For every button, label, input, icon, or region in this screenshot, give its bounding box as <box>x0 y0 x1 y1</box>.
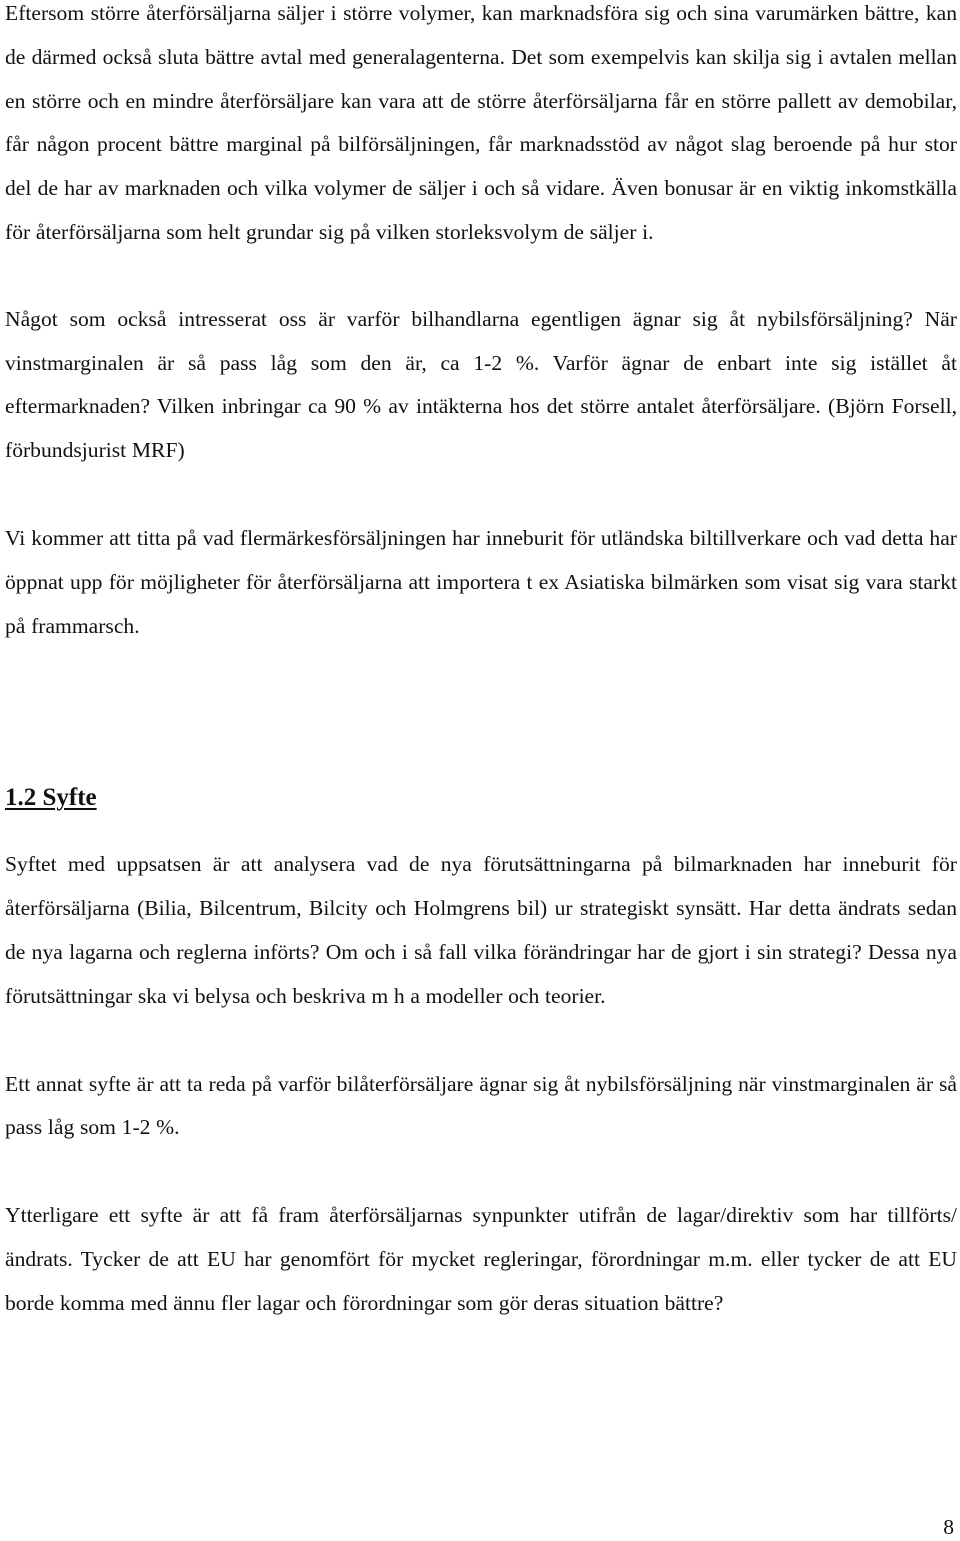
paragraph-multibrand-sales: Vi kommer att titta på vad flermärkesförsäljningen har inneburit för utländska biltillverkare och vad detta har öppnat upp för möjligheter för återförsäljarna att importera t ex Asiatiska bilmärken som visat sig vara starkt på frammarsch. <box>5 525 957 638</box>
paragraph-dealer-volumes: Eftersom större återförsäljarna säljer i större volymer, kan marknadsföra sig och sina varumärken bättre, kan de därmed också sluta bättre avtal med generalagenterna. Det som exempelvis kan skilja sig i avtalen mellan en större och en mindre återförsäljare kan vara att de större återförsäljarna får en större pallett av demobilar, får någon procent bättre marginal på bilförsäljningen, får marknadsstöd av något slag beroende på hur stor del de har av marknaden och vilka volymer de säljer i och så vidare. Även bonusar är en viktig inkomstkälla för återförsäljarna som helt grundar sig på vilken storleksvolym de säljer i. <box>5 1 957 244</box>
paragraph-purpose-main: Syftet med uppsatsen är att analysera vad de nya förutsättningarna på bilmarknaden har inneburit för återförsäljarna (Bilia, Bilcentrum, Bilcity och Holmgrens bil) ur strategiskt synsätt. Har detta ändrats sedan de nya lagarna och reglerna införts? Om och i så fall vilka förändringar har de gjort i sin strategi? Dessa nya förutsättningar ska vi belysa och beskriva m h a modeller och teorier. <box>5 852 957 1008</box>
paragraph-new-car-sales-question: Något som också intresserat oss är varför bilhandlarna egentligen ägnar sig åt nybilsförsäljning? När vinstmarginalen är så pass låg som den är, ca 1-2 %. Varför ägnar de enbart inte sig istället åt eftermarknaden? Vilken inbringar ca 90 % av intäkterna hos det större antalet återförsäljare. (Björn Forsell, förbundsjurist MRF) <box>5 306 957 463</box>
section-heading-syfte: 1.2 Syfte <box>5 784 97 812</box>
page-content <box>5 0 957 1326</box>
paragraph-purpose-second: Ett annat syfte är att ta reda på varför bilåterförsäljare ägnar sig åt nybilsförsäljning när vinstmarginalen är så pass låg som 1-2 %. <box>5 1071 957 1140</box>
paragraph-purpose-third: Ytterligare ett syfte är att få fram återförsäljarnas synpunkter utifrån de lagar/direktiv som har tillförts/ändrats. Tycker de att EU har genomfört för mycket regleringar, förordningar m.m. eller tycker de att EU borde komma med ännu fler lagar och förordningar som gör deras situation bättre? <box>5 1203 957 1315</box>
page-number: 8 <box>943 1515 954 1539</box>
